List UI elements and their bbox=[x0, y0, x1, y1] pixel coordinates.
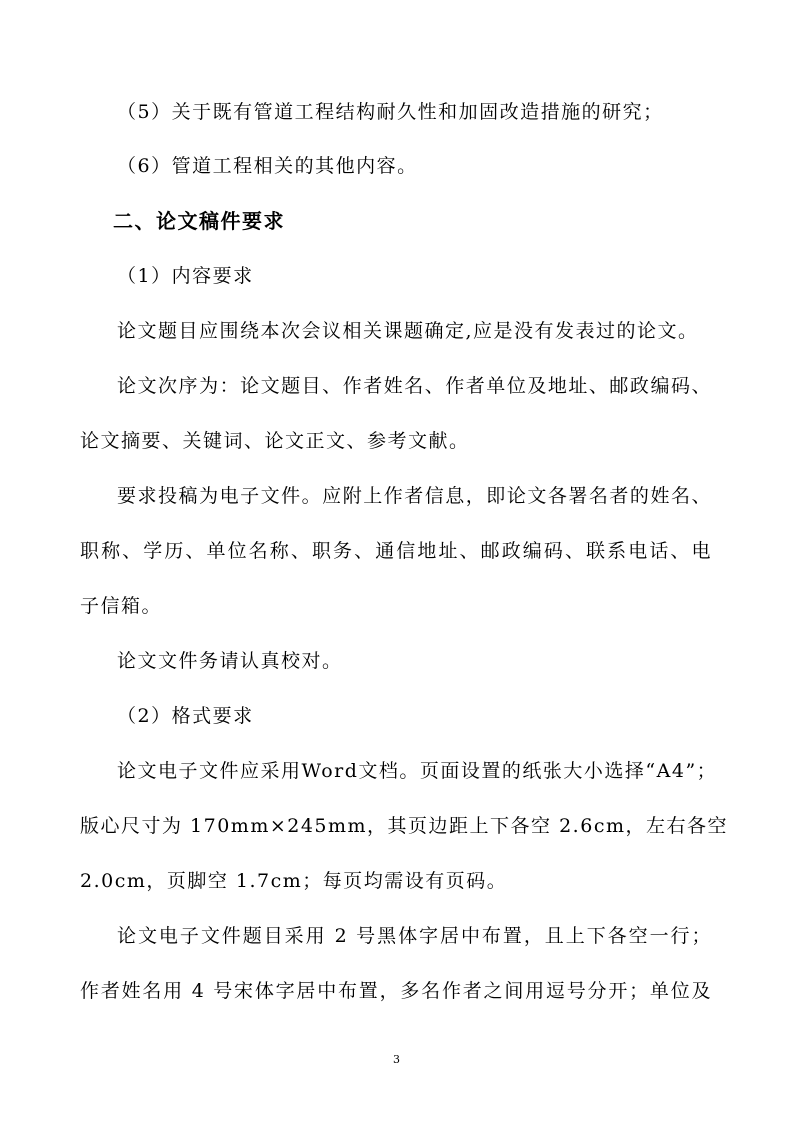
paragraph-submit-line-3: 子信箱。 bbox=[80, 595, 163, 617]
paragraph-topic: 论文题目应围绕本次会议相关课题确定,应是没有发表过的论文。 bbox=[117, 320, 699, 342]
content-requirements-subheading: （1）内容要求 bbox=[117, 265, 254, 287]
paragraph-submit-line-2: 职称、学历、单位名称、职务、通信地址、邮政编码、联系电话、电 bbox=[80, 540, 712, 562]
paragraph-word-line-1: 论文电子文件应采用Word文档。页面设置的纸张大小选择“A4”； bbox=[117, 760, 718, 782]
page-number: 3 bbox=[393, 1053, 400, 1066]
paragraph-title-line-1: 论文电子文件题目采用 2 号黑体字居中布置，且上下各空一行； bbox=[117, 925, 712, 947]
list-item-6: （6）管道工程相关的其他内容。 bbox=[117, 155, 418, 177]
paragraph-submit-line-1: 要求投稿为电子文件。应附上作者信息，即论文各署名者的姓名、 bbox=[117, 485, 712, 507]
section-heading: 二、论文稿件要求 bbox=[113, 209, 285, 233]
paragraph-order-line-1: 论文次序为：论文题目、作者姓名、作者单位及地址、邮政编码、 bbox=[117, 375, 712, 397]
paragraph-title-line-2: 作者姓名用 4 号宋体字居中布置，多名作者之间用逗号分开；单位及 bbox=[80, 980, 712, 1002]
paragraph-proofread: 论文文件务请认真校对。 bbox=[117, 650, 343, 672]
format-requirements-subheading: （2）格式要求 bbox=[117, 705, 254, 727]
list-item-5: （5）关于既有管道工程结构耐久性和加固改造措施的研究； bbox=[117, 101, 664, 123]
paragraph-word-line-3: 2.0cm，页脚空 1.7cm；每页均需设有页码。 bbox=[80, 870, 508, 892]
paragraph-order-line-2: 论文摘要、关键词、论文正文、参考文献。 bbox=[80, 430, 470, 452]
paragraph-word-line-2: 版心尺寸为 170mm×245mm，其页边距上下各空 2.6cm，左右各空 bbox=[80, 815, 728, 837]
